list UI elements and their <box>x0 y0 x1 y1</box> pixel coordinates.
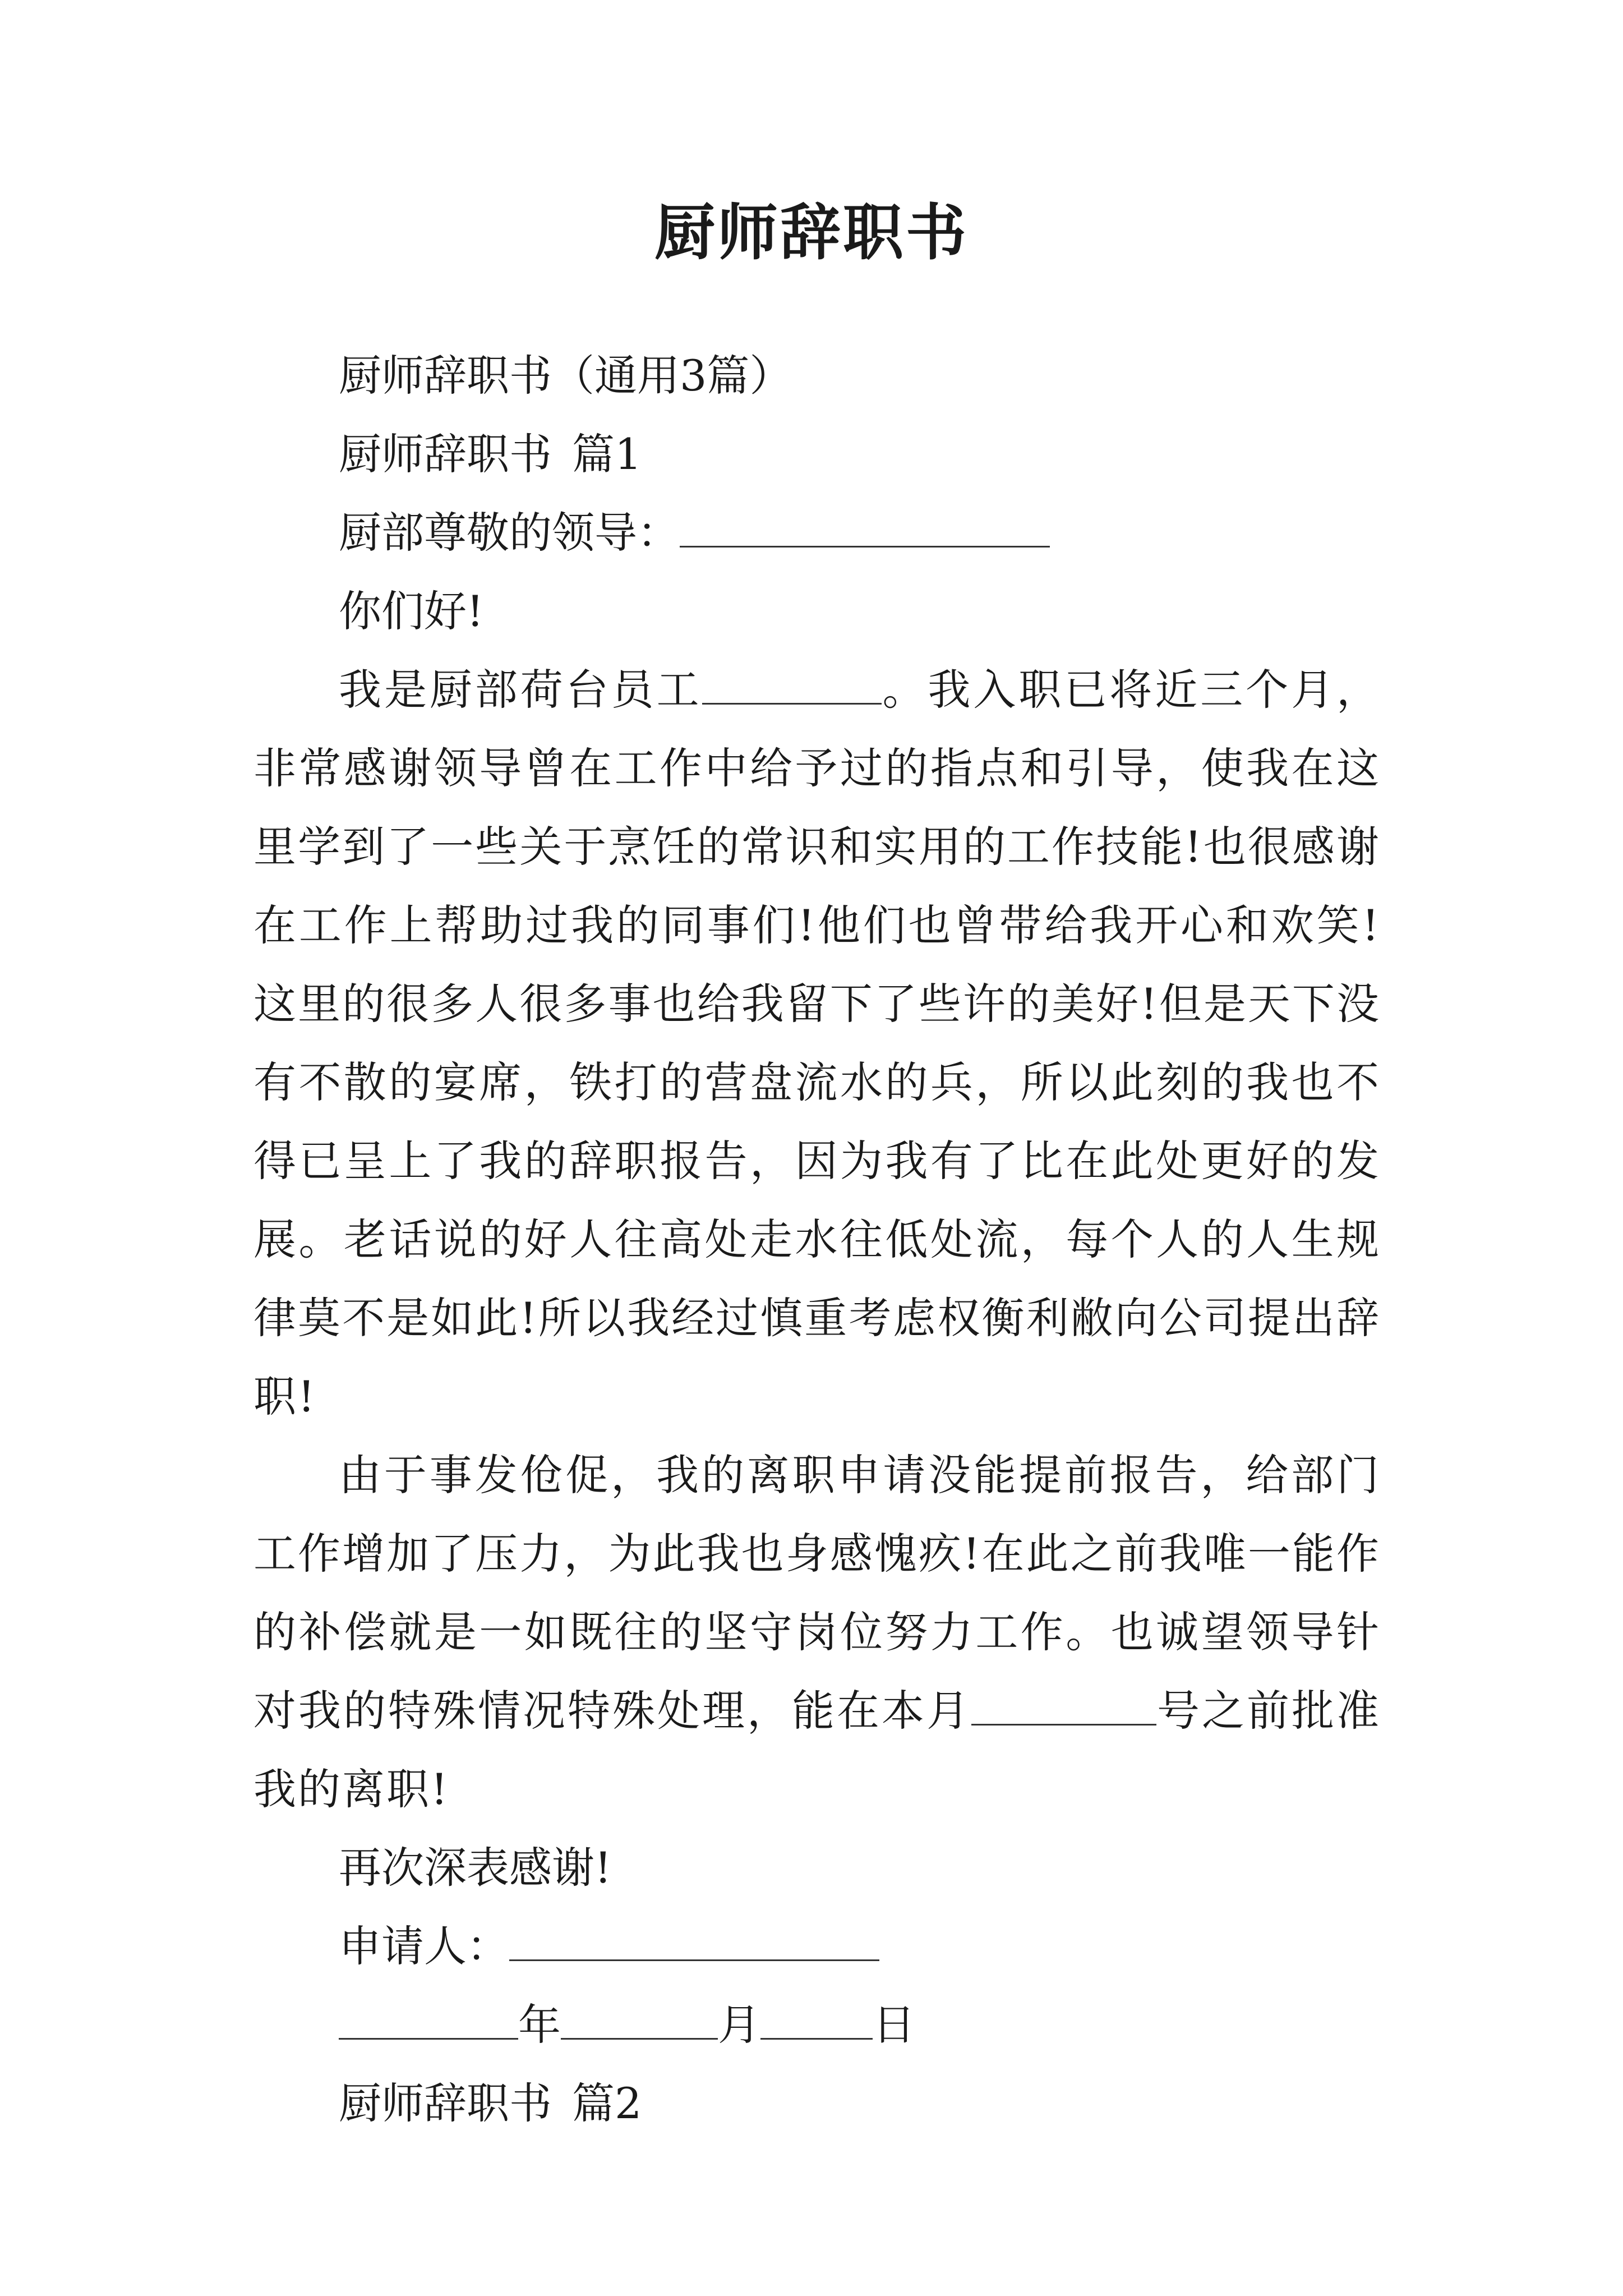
applicant-label: 申请人： <box>339 1921 509 1971</box>
body-paragraph-2 <box>253 1436 1381 1829</box>
section-2-heading <box>253 2064 1381 2143</box>
date-line <box>253 1986 1381 2064</box>
employee-name-blank-line <box>702 662 882 705</box>
document-title: 厨师辞职书 <box>654 197 969 268</box>
body-paragraph-1 <box>253 651 1381 1436</box>
paragraph-2-end: 号之前批准我的离职! <box>253 1686 1381 1814</box>
paragraph-2-text: 由于事发伧促，我的离职申请没能提前报告，给部门工作增加了压力，为此我也身感愧疚!在此之前我唯一能作的补偿就是一如既往的坚守岗位努力工作。也诚望领导针对我的特殊情况特殊处理，能在本月 <box>253 1450 1381 1736</box>
salutation-label: 厨部尊敬的领导： <box>339 508 680 558</box>
paragraph-1-text: 。我入职已将近三个月，非常感谢领导曾在工作中给予过的指点和引导，使我在这里学到了一些关于烹饪的常识和实用的工作技能!也很感谢在工作上帮助过我的同事们!他们也曾带给我开心和欢笑!这里的很多人很多事也给我留下了些许的美好!但是天下没有不散的宴席，铁打的营盘流水的兵，所以此刻的我也不得已呈上了我的辞职报告，因为我有了比在此处更好的发展。老话说的好人往高处走水往低处流，每个人的人生规律莫不是如此!所以我经过慎重考虑权衡利敝向公司提出辞职! <box>253 665 1381 1421</box>
applicant-blank-line <box>509 1919 879 1961</box>
paragraph-1-intro: 我是厨部荷台员工 <box>339 665 702 715</box>
section-2-heading-text: 厨师辞职书 <box>339 2078 552 2128</box>
section-1-heading <box>253 415 1381 494</box>
month-blank-line <box>561 1998 718 2040</box>
day-blank-line <box>760 1998 873 2040</box>
applicant-line <box>253 1907 1381 1986</box>
date-month-label: 月 <box>718 2000 760 2050</box>
salutation <box>253 494 1381 572</box>
section-1-heading-text: 厨师辞职书 <box>339 429 552 479</box>
recipient-blank-line <box>680 505 1050 547</box>
date-day-label: 日 <box>873 2000 915 2050</box>
greeting: 你们好! <box>339 586 484 636</box>
year-blank-line <box>339 1998 518 2040</box>
date-year-label: 年 <box>518 2000 561 2050</box>
section-1-heading-number: 篇1 <box>572 429 642 479</box>
section-2-heading-number: 篇2 <box>572 2078 642 2128</box>
document-body <box>253 337 1381 2143</box>
document-subtitle: 厨师辞职书（通用3篇） <box>339 351 792 401</box>
closing-thanks: 再次深表感谢! <box>339 1843 612 1893</box>
date-number-blank-line <box>971 1683 1156 1726</box>
